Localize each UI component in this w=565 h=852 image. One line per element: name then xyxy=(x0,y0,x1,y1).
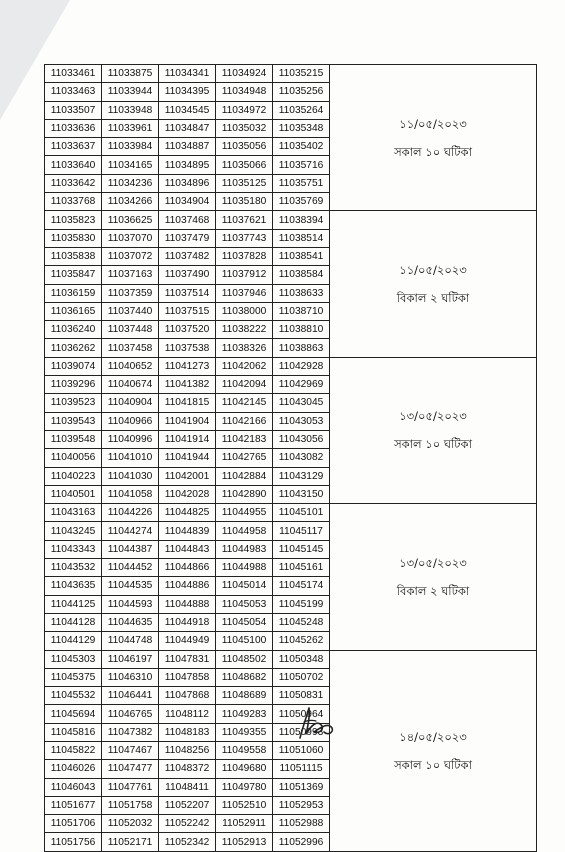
roll-number-cell: 11044825 xyxy=(159,504,216,522)
roll-number-cell: 11048183 xyxy=(159,723,216,741)
roll-number-cell: 11041944 xyxy=(159,449,216,467)
roll-number-cell: 11042183 xyxy=(216,430,273,448)
roll-number-cell: 11044988 xyxy=(216,559,273,577)
roll-number-cell: 11041273 xyxy=(159,357,216,375)
roll-number-cell: 11049283 xyxy=(216,705,273,723)
roll-number-cell: 11044452 xyxy=(102,559,159,577)
roll-number-cell: 11044593 xyxy=(102,595,159,613)
roll-number-cell: 11035032 xyxy=(216,119,273,137)
roll-number-cell: 11042969 xyxy=(273,376,330,394)
roll-number-cell: 11050831 xyxy=(273,687,330,705)
roll-number-cell: 11033875 xyxy=(102,65,159,83)
roll-number-cell: 11043129 xyxy=(273,467,330,485)
roll-number-cell: 11044748 xyxy=(102,632,159,650)
roll-number-cell: 11052242 xyxy=(159,815,216,833)
roll-number-cell: 11045117 xyxy=(273,522,330,540)
roll-number-cell: 11037482 xyxy=(159,247,216,265)
roll-number-cell: 11049680 xyxy=(216,760,273,778)
roll-number-cell: 11047858 xyxy=(159,668,216,686)
exam-schedule-cell xyxy=(330,504,537,650)
roll-number-cell: 11034545 xyxy=(159,101,216,119)
roll-number-cell: 11045822 xyxy=(45,741,102,759)
exam-time: সকাল ১০ ঘটিকা xyxy=(394,144,472,159)
roll-number-cell: 11037514 xyxy=(159,284,216,302)
roll-number-cell: 11040056 xyxy=(45,449,102,467)
roll-number-cell: 11049780 xyxy=(216,778,273,796)
roll-number-cell: 11034341 xyxy=(159,65,216,83)
roll-number-cell: 11048372 xyxy=(159,760,216,778)
roll-number-cell: 11043343 xyxy=(45,540,102,558)
roll-number-cell: 11043082 xyxy=(273,449,330,467)
roll-number-cell: 11039296 xyxy=(45,376,102,394)
exam-date: ১৩/০৫/২০২৩ xyxy=(399,555,467,570)
exam-time: বিকাল ২ ঘটিকা xyxy=(396,583,470,598)
roll-number-cell: 11037448 xyxy=(102,321,159,339)
roll-number-cell: 11039543 xyxy=(45,412,102,430)
roll-number-cell: 11037359 xyxy=(102,284,159,302)
roll-number-cell: 11043150 xyxy=(273,485,330,503)
roll-number-cell: 11046441 xyxy=(102,687,159,705)
roll-number-cell: 11048411 xyxy=(159,778,216,796)
roll-number-cell: 11041030 xyxy=(102,467,159,485)
roll-number-cell: 11044387 xyxy=(102,540,159,558)
roll-number-cell: 11037538 xyxy=(159,339,216,357)
roll-number-cell: 11038000 xyxy=(216,302,273,320)
roll-number-cell: 11044839 xyxy=(159,522,216,540)
roll-number-cell: 11034895 xyxy=(159,156,216,174)
roll-number-cell: 11046026 xyxy=(45,760,102,778)
roll-number-cell: 11037468 xyxy=(159,211,216,229)
roll-number-cell: 11050964 xyxy=(273,705,330,723)
roll-number-cell: 11041058 xyxy=(102,485,159,503)
roll-number-cell: 11036625 xyxy=(102,211,159,229)
roll-number-cell: 11046197 xyxy=(102,650,159,668)
roll-number-cell: 11049355 xyxy=(216,723,273,741)
roll-number-cell: 11046043 xyxy=(45,778,102,796)
roll-number-cell: 11035056 xyxy=(216,138,273,156)
roll-number-cell: 11034896 xyxy=(159,174,216,192)
roll-number-cell: 11037912 xyxy=(216,266,273,284)
roll-number-cell: 11043053 xyxy=(273,412,330,430)
roll-number-cell: 11040674 xyxy=(102,376,159,394)
roll-number-cell: 11033463 xyxy=(45,83,102,101)
roll-number-cell: 11037070 xyxy=(102,229,159,247)
table-row xyxy=(45,504,537,522)
roll-number-cell: 11036240 xyxy=(45,321,102,339)
roll-number-cell: 11052032 xyxy=(102,815,159,833)
roll-number-cell: 11045100 xyxy=(216,632,273,650)
exam-schedule-cell xyxy=(330,357,537,503)
table-row xyxy=(45,211,537,229)
roll-number-cell: 11038863 xyxy=(273,339,330,357)
roll-number-cell: 11039074 xyxy=(45,357,102,375)
roll-number-cell: 11051758 xyxy=(102,796,159,814)
roll-number-cell: 11044843 xyxy=(159,540,216,558)
roll-number-cell: 11033984 xyxy=(102,138,159,156)
roll-number-schedule-table xyxy=(44,64,537,852)
roll-number-cell: 11045174 xyxy=(273,577,330,595)
roll-number-cell: 11048689 xyxy=(216,687,273,705)
roll-number-cell: 11042094 xyxy=(216,376,273,394)
roll-number-cell: 11047761 xyxy=(102,778,159,796)
roll-number-cell: 11038710 xyxy=(273,302,330,320)
roll-number-cell: 11037072 xyxy=(102,247,159,265)
roll-number-cell: 11037163 xyxy=(102,266,159,284)
roll-number-cell: 11044958 xyxy=(216,522,273,540)
roll-number-cell: 11035256 xyxy=(273,83,330,101)
roll-number-cell: 11052510 xyxy=(216,796,273,814)
roll-number-cell: 11045248 xyxy=(273,613,330,631)
roll-number-cell: 11034904 xyxy=(159,193,216,211)
roll-number-cell: 11041904 xyxy=(159,412,216,430)
roll-number-cell: 11033948 xyxy=(102,101,159,119)
roll-number-cell: 11040223 xyxy=(45,467,102,485)
roll-number-cell: 11035264 xyxy=(273,101,330,119)
roll-number-cell: 11037490 xyxy=(159,266,216,284)
roll-number-cell: 11034165 xyxy=(102,156,159,174)
exam-time: বিকাল ২ ঘটিকা xyxy=(396,291,470,306)
roll-number-cell: 11042928 xyxy=(273,357,330,375)
roll-number-cell: 11045054 xyxy=(216,613,273,631)
roll-number-cell: 11035402 xyxy=(273,138,330,156)
roll-number-cell: 11033637 xyxy=(45,138,102,156)
roll-number-cell: 11048112 xyxy=(159,705,216,723)
roll-number-cell: 11048682 xyxy=(216,668,273,686)
table-row xyxy=(45,65,537,83)
roll-number-cell: 11051115 xyxy=(273,760,330,778)
roll-number-cell: 11033461 xyxy=(45,65,102,83)
roll-number-cell: 11040996 xyxy=(102,430,159,448)
roll-number-cell: 11040652 xyxy=(102,357,159,375)
roll-number-cell: 11043245 xyxy=(45,522,102,540)
roll-number-cell: 11050702 xyxy=(273,668,330,686)
roll-number-cell: 11037743 xyxy=(216,229,273,247)
roll-number-cell: 11033961 xyxy=(102,119,159,137)
roll-number-cell: 11035066 xyxy=(216,156,273,174)
roll-number-cell: 11044866 xyxy=(159,559,216,577)
roll-number-cell: 11037458 xyxy=(102,339,159,357)
roll-number-cell: 11044125 xyxy=(45,595,102,613)
roll-number-cell: 11036165 xyxy=(45,302,102,320)
roll-number-cell: 11037520 xyxy=(159,321,216,339)
roll-number-cell: 11043635 xyxy=(45,577,102,595)
roll-number-cell: 11039523 xyxy=(45,394,102,412)
roll-number-cell: 11033944 xyxy=(102,83,159,101)
roll-number-cell: 11037946 xyxy=(216,284,273,302)
roll-number-cell: 11049558 xyxy=(216,741,273,759)
roll-number-cell: 11043163 xyxy=(45,504,102,522)
roll-number-cell: 11042028 xyxy=(159,485,216,503)
roll-number-cell: 11037828 xyxy=(216,247,273,265)
exam-time: সকাল ১০ ঘটিকা xyxy=(394,437,472,452)
roll-number-cell: 11045145 xyxy=(273,540,330,558)
roll-number-cell: 11034972 xyxy=(216,101,273,119)
roll-number-cell: 11044128 xyxy=(45,613,102,631)
roll-number-cell: 11047382 xyxy=(102,723,159,741)
roll-number-cell: 11035716 xyxy=(273,156,330,174)
roll-number-cell: 11038394 xyxy=(273,211,330,229)
roll-number-cell: 11035838 xyxy=(45,247,102,265)
roll-number-cell: 11043045 xyxy=(273,394,330,412)
exam-schedule-cell xyxy=(330,65,537,211)
roll-number-cell: 11048502 xyxy=(216,650,273,668)
roll-number-cell: 11052988 xyxy=(273,815,330,833)
roll-number-cell: 11046310 xyxy=(102,668,159,686)
roll-number-cell: 11035830 xyxy=(45,229,102,247)
roll-number-cell: 11039548 xyxy=(45,430,102,448)
roll-number-cell: 11035215 xyxy=(273,65,330,83)
roll-number-cell: 11045053 xyxy=(216,595,273,613)
roll-number-cell: 11044983 xyxy=(216,540,273,558)
roll-number-cell: 11044129 xyxy=(45,632,102,650)
roll-number-cell: 11043056 xyxy=(273,430,330,448)
roll-number-cell: 11044274 xyxy=(102,522,159,540)
roll-number-cell: 11037515 xyxy=(159,302,216,320)
roll-number-cell: 11045694 xyxy=(45,705,102,723)
roll-number-cell: 11051369 xyxy=(273,778,330,796)
roll-number-cell: 11052171 xyxy=(102,833,159,851)
roll-number-cell: 11051677 xyxy=(45,796,102,814)
roll-number-cell: 11044888 xyxy=(159,595,216,613)
roll-number-cell: 11052207 xyxy=(159,796,216,814)
roll-number-cell: 11034395 xyxy=(159,83,216,101)
roll-number-cell: 11045199 xyxy=(273,595,330,613)
signature-mark xyxy=(292,702,340,742)
roll-number-cell: 11042890 xyxy=(216,485,273,503)
roll-number-cell: 11033507 xyxy=(45,101,102,119)
roll-number-cell: 11045816 xyxy=(45,723,102,741)
roll-number-cell: 11035751 xyxy=(273,174,330,192)
roll-number-cell: 11044635 xyxy=(102,613,159,631)
roll-number-cell: 11050993 xyxy=(273,723,330,741)
roll-number-cell: 11048256 xyxy=(159,741,216,759)
roll-number-cell: 11033640 xyxy=(45,156,102,174)
roll-number-cell: 11033768 xyxy=(45,193,102,211)
roll-number-cell: 11034266 xyxy=(102,193,159,211)
table-row xyxy=(45,357,537,375)
roll-number-cell: 11044918 xyxy=(159,613,216,631)
roll-number-cell: 11043532 xyxy=(45,559,102,577)
roll-number-cell: 11035348 xyxy=(273,119,330,137)
roll-number-cell: 11034924 xyxy=(216,65,273,83)
roll-number-cell: 11052913 xyxy=(216,833,273,851)
roll-number-cell: 11045014 xyxy=(216,577,273,595)
roll-number-cell: 11052996 xyxy=(273,833,330,851)
roll-number-cell: 11034887 xyxy=(159,138,216,156)
roll-number-cell: 11041815 xyxy=(159,394,216,412)
roll-number-cell: 11045161 xyxy=(273,559,330,577)
exam-date: ১১/০৫/২০২৩ xyxy=(399,263,467,278)
roll-number-cell: 11034236 xyxy=(102,174,159,192)
roll-number-cell: 11044955 xyxy=(216,504,273,522)
roll-number-cell: 11038810 xyxy=(273,321,330,339)
roll-number-cell: 11044226 xyxy=(102,504,159,522)
exam-date: ১৪/০৫/২০২৩ xyxy=(399,729,467,744)
roll-number-cell: 11042884 xyxy=(216,467,273,485)
roll-number-cell: 11035180 xyxy=(216,193,273,211)
roll-number-cell: 11038584 xyxy=(273,266,330,284)
roll-number-cell: 11051060 xyxy=(273,741,330,759)
table-body xyxy=(45,65,537,852)
roll-number-cell: 11038514 xyxy=(273,229,330,247)
table-row xyxy=(45,650,537,668)
roll-number-cell: 11044949 xyxy=(159,632,216,650)
roll-number-cell: 11035769 xyxy=(273,193,330,211)
exam-date: ১১/০৫/২০২৩ xyxy=(399,116,467,131)
roll-number-cell: 11038222 xyxy=(216,321,273,339)
roll-number-cell: 11047831 xyxy=(159,650,216,668)
roll-number-cell: 11037479 xyxy=(159,229,216,247)
roll-number-cell: 11045303 xyxy=(45,650,102,668)
roll-number-cell: 11040501 xyxy=(45,485,102,503)
roll-number-cell: 11052342 xyxy=(159,833,216,851)
roll-number-cell: 11034847 xyxy=(159,119,216,137)
roll-number-cell: 11044535 xyxy=(102,577,159,595)
roll-number-cell: 11042062 xyxy=(216,357,273,375)
exam-date: ১৩/০৫/২০২৩ xyxy=(399,409,467,424)
roll-number-cell: 11033636 xyxy=(45,119,102,137)
roll-number-cell: 11042001 xyxy=(159,467,216,485)
roll-number-cell: 11045532 xyxy=(45,687,102,705)
roll-number-cell: 11041914 xyxy=(159,430,216,448)
roll-number-cell: 11040904 xyxy=(102,394,159,412)
roll-number-cell: 11042166 xyxy=(216,412,273,430)
roll-number-cell: 11037621 xyxy=(216,211,273,229)
exam-schedule-cell xyxy=(330,650,537,851)
exam-time: সকাল ১০ ঘটিকা xyxy=(394,757,472,772)
roll-number-cell: 11051706 xyxy=(45,815,102,833)
roll-number-cell: 11036262 xyxy=(45,339,102,357)
roll-number-cell: 11041382 xyxy=(159,376,216,394)
roll-number-cell: 11045375 xyxy=(45,668,102,686)
roll-number-cell: 11047477 xyxy=(102,760,159,778)
roll-number-cell: 11034948 xyxy=(216,83,273,101)
roll-number-cell: 11033642 xyxy=(45,174,102,192)
roll-number-cell: 11041010 xyxy=(102,449,159,467)
roll-number-cell: 11044886 xyxy=(159,577,216,595)
exam-schedule-cell xyxy=(330,211,537,357)
roll-number-cell: 11035125 xyxy=(216,174,273,192)
roll-number-cell: 11051756 xyxy=(45,833,102,851)
roll-number-cell: 11038633 xyxy=(273,284,330,302)
roll-number-cell: 11047868 xyxy=(159,687,216,705)
roll-number-cell: 11035823 xyxy=(45,211,102,229)
roll-number-cell: 11038541 xyxy=(273,247,330,265)
roll-number-cell: 11045101 xyxy=(273,504,330,522)
roll-number-cell: 11047467 xyxy=(102,741,159,759)
roll-number-cell: 11037440 xyxy=(102,302,159,320)
roll-number-cell: 11036159 xyxy=(45,284,102,302)
roll-number-cell: 11040966 xyxy=(102,412,159,430)
roll-number-cell: 11035847 xyxy=(45,266,102,284)
roll-number-cell: 11042765 xyxy=(216,449,273,467)
roll-number-cell: 11052953 xyxy=(273,796,330,814)
roll-number-cell: 11042145 xyxy=(216,394,273,412)
roll-number-cell: 11045262 xyxy=(273,632,330,650)
roll-number-cell: 11052911 xyxy=(216,815,273,833)
roll-number-cell: 11050348 xyxy=(273,650,330,668)
roll-number-cell: 11046765 xyxy=(102,705,159,723)
roll-number-cell: 11038326 xyxy=(216,339,273,357)
